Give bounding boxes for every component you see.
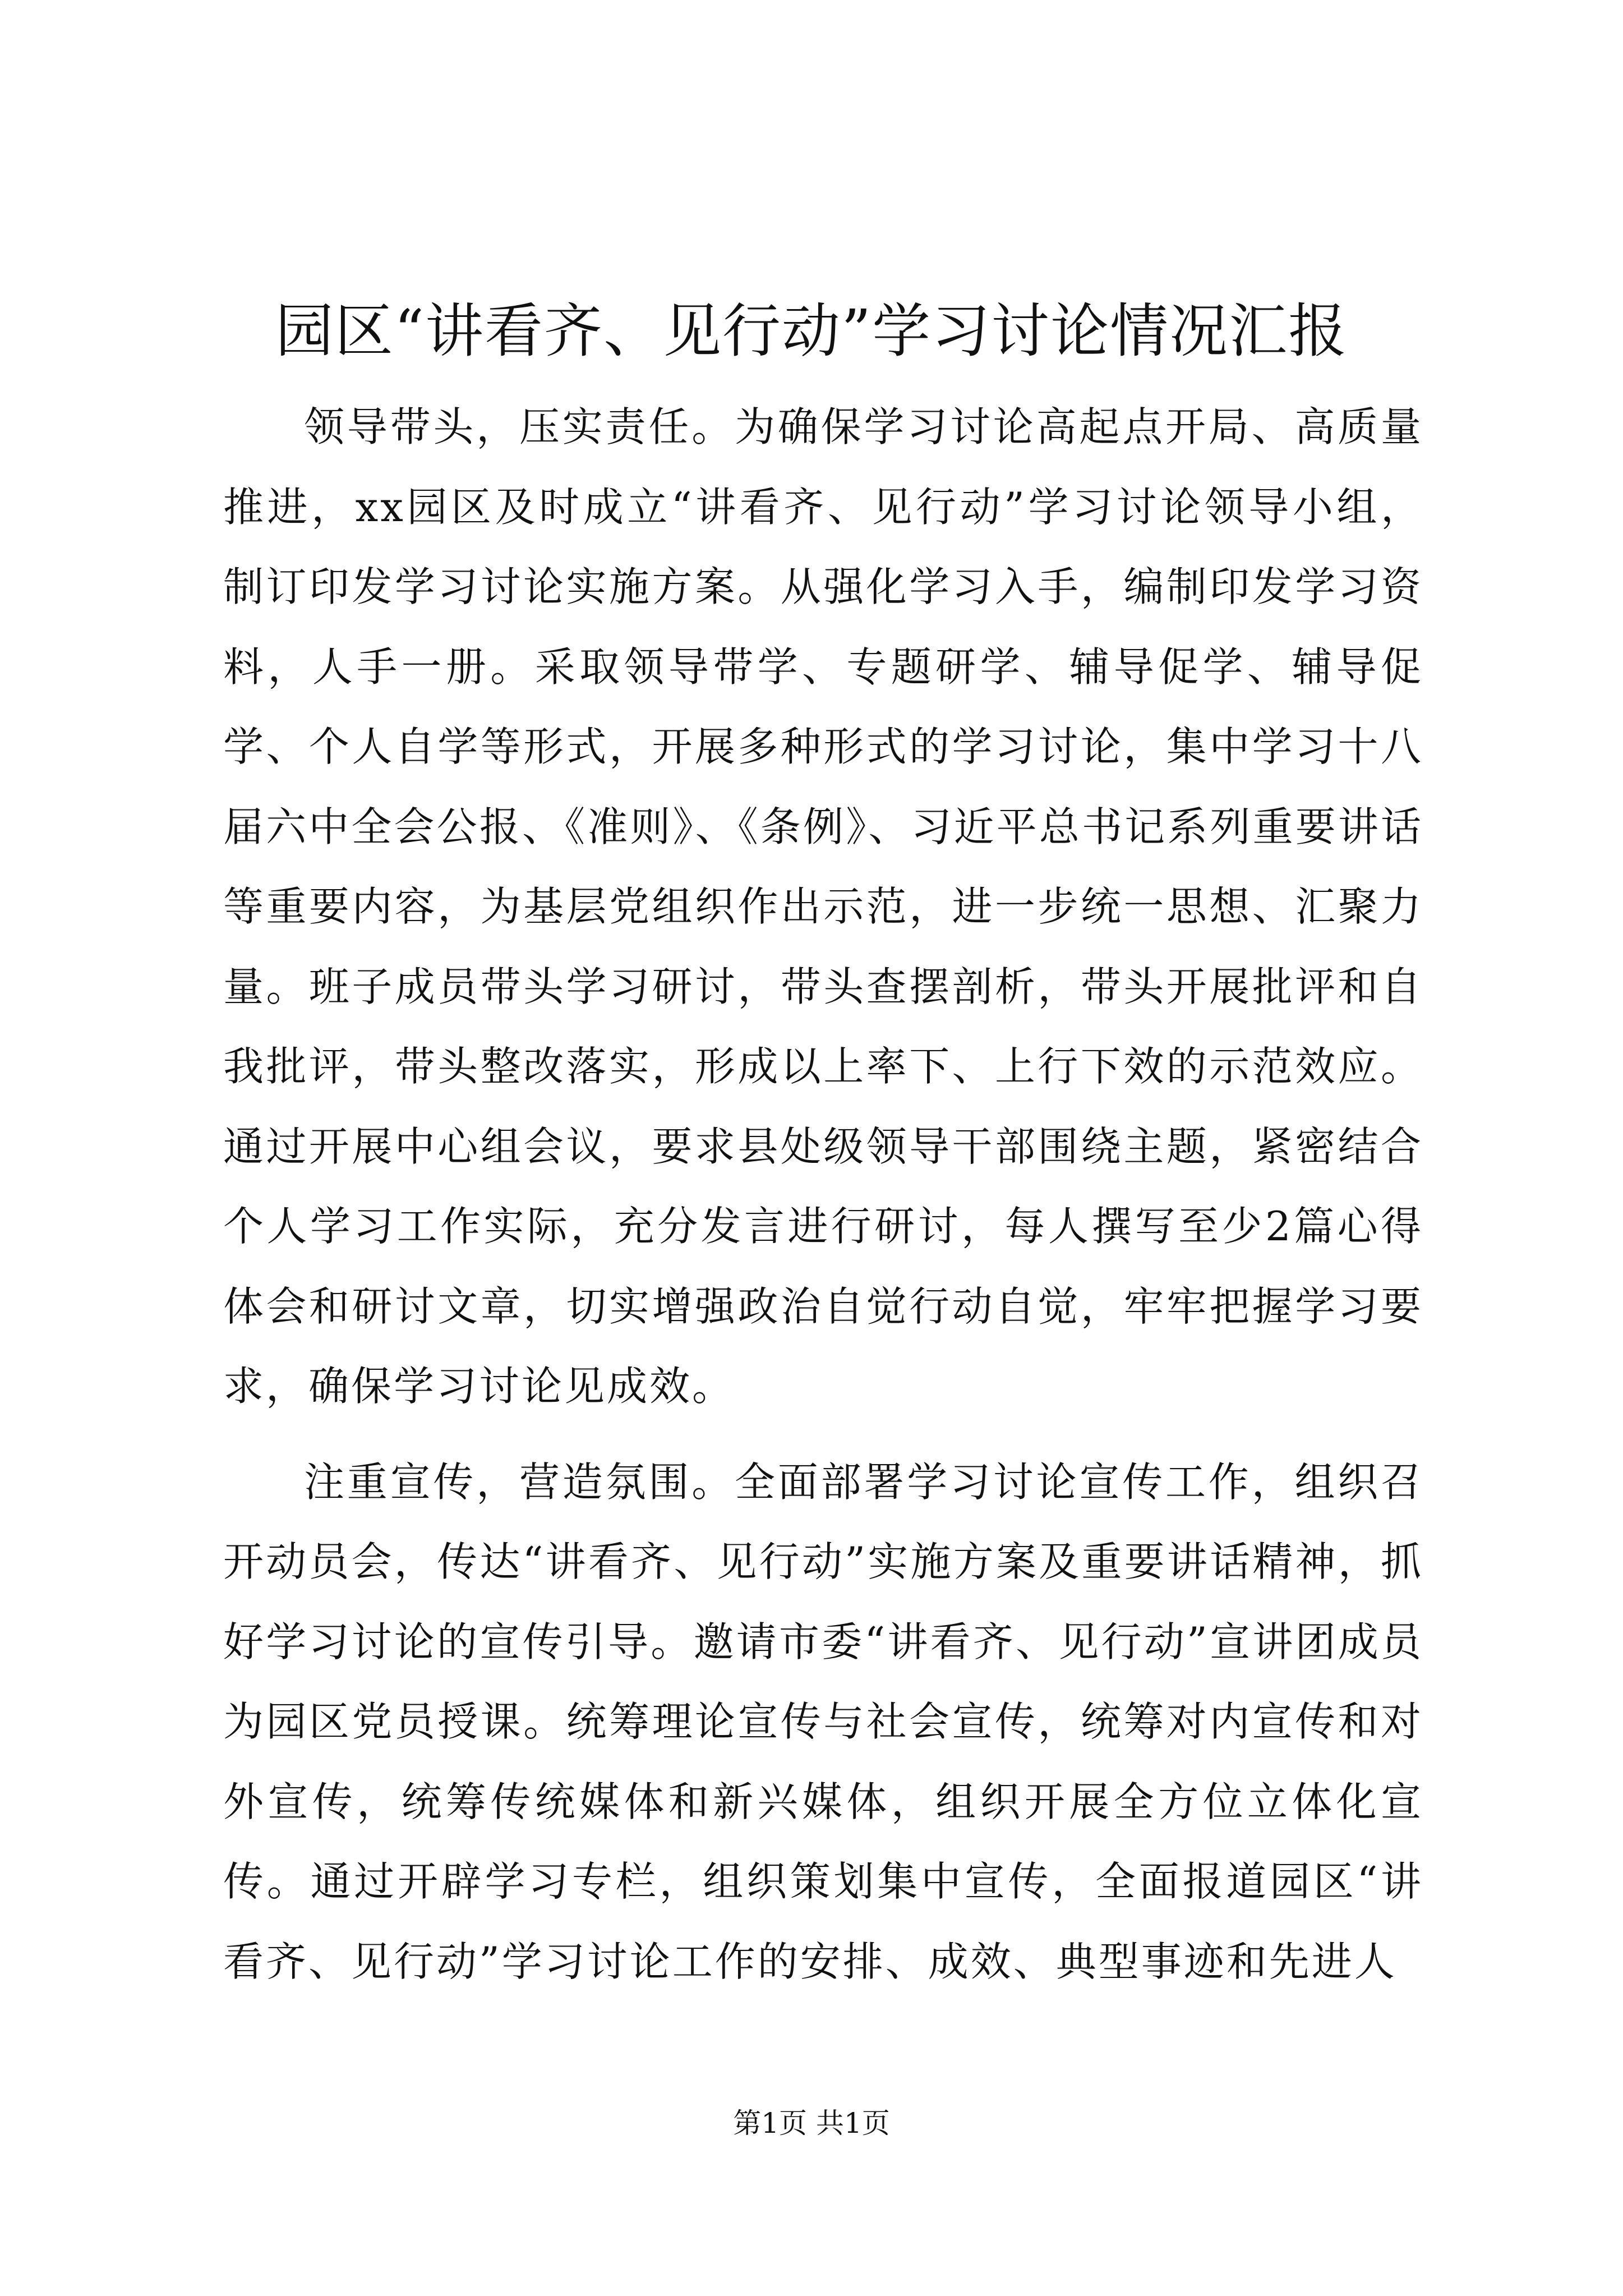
document-title: 园区“讲看齐、见行动”学习讨论情况汇报 [275, 297, 1348, 365]
document-body [223, 387, 1423, 2017]
page-footer: 第1页 共1页 [733, 2107, 890, 2139]
paragraph-2: 注重宣传，营造氛围。全面部署学习讨论宣传工作，组织召开动员会，传达“讲看齐、见行动”实施方案及重要讲话精神，抓好学习讨论的宣传引导。邀请市委“讲看齐、见行动”宣讲团成员为园区党员授课。统筹理论宣传与社会宣传，统筹对内宣传和对外宣传，统筹传统媒体和新兴媒体，组织开展全方位立体化宣传。通过开辟学习专栏，组织策划集中宣传，全面报道园区“讲看齐、见行动”学习讨论工作的安排、成效、典型事迹和先进人 [223, 1458, 1423, 1985]
paragraph-1: 领导带头，压实责任。为确保学习讨论高起点开局、高质量推进，xx园区及时成立“讲看齐、见行动”学习讨论领导小组，制订印发学习讨论实施方案。从强化学习入手，编制印发学习资料，人手一册。采取领导带学、专题研学、辅导促学、辅导促学、个人自学等形式，开展多种形式的学习讨论，集中学习十八届六中全会公报、《准则》、《条例》、习近平总书记系列重要讲话等重要内容，为基层党组织作出示范，进一步统一思想、汇聚力量。班子成员带头学习研讨，带头查摆剖析，带头开展批评和自我批评，带头整改落实，形成以上率下、上行下效的示范效应。通过开展中心组会议，要求县处级领导干部围绕主题，紧密结合个人学习工作实际，充分发言进行研讨，每人撰写至少2篇心得体会和研讨文章，切实增强政治自觉行动自觉，牢牢把握学习要求，确保学习讨论见成效。 [223, 403, 1423, 1410]
